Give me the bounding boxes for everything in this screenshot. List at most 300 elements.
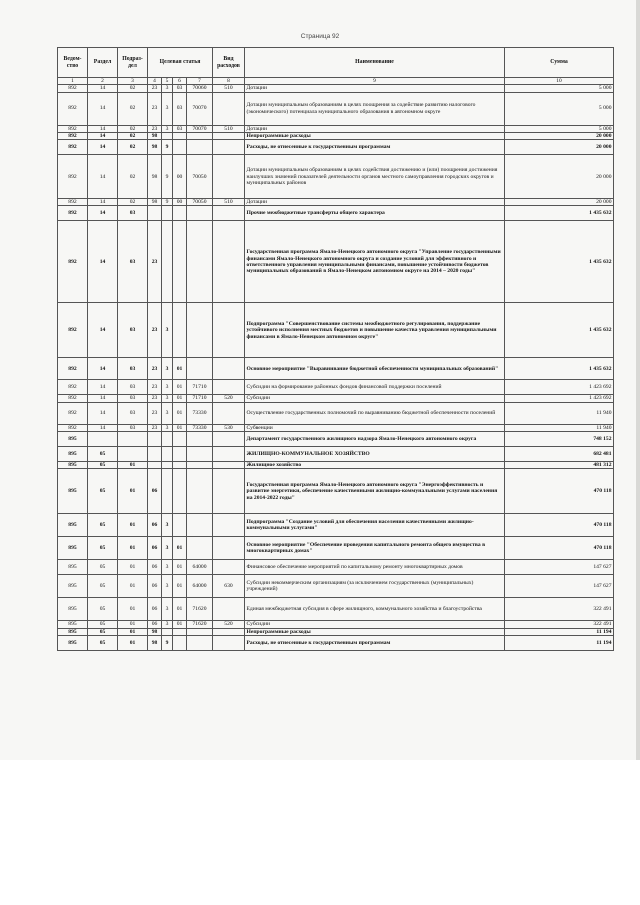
cell-target-direction: 70060 <box>187 85 213 92</box>
cell-expense-type <box>213 598 245 621</box>
page-margin <box>0 760 640 905</box>
cell-target-program: 98 <box>148 199 162 206</box>
cell-sum: 20 000 <box>505 132 614 139</box>
cell-podrazdel: 01 <box>118 621 148 628</box>
cell-target-activity <box>173 432 187 447</box>
cell-razdel: 14 <box>88 92 118 125</box>
cell-podrazdel: 01 <box>118 537 148 560</box>
cell-name: Субсидии на формирование районных фондов финансовой поддержки поселений <box>245 380 505 395</box>
cell-expense-type: 510 <box>213 85 245 92</box>
cell-ved: 892 <box>58 92 88 125</box>
cell-sum: 1 423 692 <box>505 395 614 402</box>
cell-target-program: 06 <box>148 575 162 598</box>
table-row <box>58 380 614 395</box>
cell-expense-type: 510 <box>213 125 245 132</box>
table-row <box>58 92 614 125</box>
table-row <box>58 537 614 560</box>
cell-razdel: 05 <box>88 635 118 650</box>
cell-razdel <box>88 432 118 447</box>
table-row <box>58 140 614 155</box>
cell-ved: 895 <box>58 462 88 469</box>
cell-target-activity: 03 <box>173 92 187 125</box>
cell-razdel: 05 <box>88 560 118 575</box>
col-num: 9 <box>245 78 505 85</box>
cell-razdel: 14 <box>88 221 118 303</box>
cell-expense-type <box>213 155 245 199</box>
cell-target-direction: 73330 <box>187 424 213 431</box>
cell-podrazdel: 01 <box>118 628 148 635</box>
cell-expense-type: 520 <box>213 621 245 628</box>
cell-expense-type <box>213 635 245 650</box>
cell-name: Дотации муниципальным образованиям в целях содействия достижению и (или) поощрения достижения наилучших значений показателей деятельности органов местного самоуправления городских округов и муниципальных районов <box>245 155 505 199</box>
cell-podrazdel: 03 <box>118 303 148 358</box>
cell-target-subprogram: 3 <box>162 402 173 424</box>
cell-target-direction <box>187 358 213 380</box>
table-row <box>58 635 614 650</box>
cell-target-program <box>148 462 162 469</box>
cell-razdel: 14 <box>88 206 118 221</box>
column-number-row <box>58 78 614 85</box>
cell-razdel: 05 <box>88 621 118 628</box>
cell-target-program: 23 <box>148 125 162 132</box>
cell-razdel: 05 <box>88 447 118 462</box>
cell-expense-type <box>213 432 245 447</box>
cell-target-direction <box>187 132 213 139</box>
cell-ved: 895 <box>58 628 88 635</box>
cell-target-program: 06 <box>148 560 162 575</box>
cell-target-activity: 01 <box>173 575 187 598</box>
header-sum: Сумма <box>505 48 614 78</box>
page-number: Страница 92 <box>300 33 340 40</box>
cell-name: Дотации муниципальным образованиям в целях поощрения за содействие развитию налогового (экономического) потенциала муниципального образования в автономном округе <box>245 92 505 125</box>
cell-sum: 20 000 <box>505 199 614 206</box>
cell-target-subprogram: 3 <box>162 575 173 598</box>
cell-ved: 892 <box>58 140 88 155</box>
cell-sum: 470 118 <box>505 537 614 560</box>
cell-name: Государственная программа Ямало-Ненецкого автономного округа "Энергоэффективность и развитие энергетики, обеспечение качественными жилищно-коммунальными услугами населения на 2014-2022 годы" <box>245 469 505 514</box>
cell-target-subprogram <box>162 221 173 303</box>
cell-target-activity <box>173 140 187 155</box>
cell-expense-type <box>213 560 245 575</box>
cell-sum: 11 194 <box>505 635 614 650</box>
cell-target-activity: 03 <box>173 125 187 132</box>
cell-target-direction: 73330 <box>187 402 213 424</box>
cell-sum: 11 940 <box>505 424 614 431</box>
cell-expense-type <box>213 358 245 380</box>
cell-target-activity: 03 <box>173 85 187 92</box>
cell-ved: 895 <box>58 598 88 621</box>
cell-target-activity <box>173 221 187 303</box>
cell-target-program: 23 <box>148 221 162 303</box>
cell-expense-type <box>213 221 245 303</box>
cell-ved: 892 <box>58 155 88 199</box>
cell-target-activity: 01 <box>173 598 187 621</box>
cell-sum: 1 435 632 <box>505 303 614 358</box>
cell-podrazdel: 02 <box>118 140 148 155</box>
cell-sum: 1 423 692 <box>505 380 614 395</box>
cell-sum: 470 118 <box>505 514 614 537</box>
cell-expense-type <box>213 447 245 462</box>
cell-target-activity: 01 <box>173 537 187 560</box>
cell-target-program: 98 <box>148 132 162 139</box>
cell-razdel: 05 <box>88 537 118 560</box>
cell-podrazdel: 03 <box>118 424 148 431</box>
cell-target-program: 23 <box>148 380 162 395</box>
cell-podrazdel: 02 <box>118 199 148 206</box>
cell-ved: 892 <box>58 221 88 303</box>
cell-sum: 147 627 <box>505 560 614 575</box>
header-target: Целевая статья <box>148 48 213 78</box>
cell-target-direction <box>187 635 213 650</box>
cell-target-subprogram: 3 <box>162 514 173 537</box>
cell-ved: 892 <box>58 402 88 424</box>
cell-razdel: 14 <box>88 358 118 380</box>
cell-target-program: 98 <box>148 140 162 155</box>
cell-ved: 892 <box>58 85 88 92</box>
cell-sum: 1 435 632 <box>505 206 614 221</box>
cell-ved: 895 <box>58 575 88 598</box>
cell-target-subprogram: 3 <box>162 85 173 92</box>
cell-expense-type <box>213 469 245 514</box>
cell-ved: 895 <box>58 621 88 628</box>
cell-name: Непрограммные расходы <box>245 132 505 139</box>
cell-ved: 892 <box>58 380 88 395</box>
budget-table <box>57 47 614 651</box>
cell-target-program: 06 <box>148 621 162 628</box>
cell-expense-type <box>213 537 245 560</box>
cell-razdel: 14 <box>88 402 118 424</box>
cell-target-activity <box>173 206 187 221</box>
cell-target-direction <box>187 140 213 155</box>
cell-target-program: 23 <box>148 402 162 424</box>
cell-sum: 682 481 <box>505 447 614 462</box>
cell-ved: 892 <box>58 199 88 206</box>
cell-expense-type <box>213 380 245 395</box>
cell-target-activity: 01 <box>173 402 187 424</box>
cell-podrazdel <box>118 447 148 462</box>
cell-target-program: 23 <box>148 424 162 431</box>
col-num: 1 <box>58 78 88 85</box>
cell-ved: 895 <box>58 514 88 537</box>
cell-expense-type: 510 <box>213 199 245 206</box>
cell-podrazdel: 01 <box>118 560 148 575</box>
cell-razdel: 05 <box>88 514 118 537</box>
cell-podrazdel: 01 <box>118 575 148 598</box>
cell-razdel: 14 <box>88 125 118 132</box>
table-row <box>58 85 614 92</box>
cell-target-subprogram: 9 <box>162 155 173 199</box>
header-podrazdel: Подраз-дел <box>118 48 148 78</box>
cell-razdel: 05 <box>88 469 118 514</box>
cell-target-direction <box>187 514 213 537</box>
cell-target-direction: 71620 <box>187 621 213 628</box>
header-vid: Вид расходов <box>213 48 245 78</box>
cell-podrazdel: 01 <box>118 469 148 514</box>
cell-sum: 147 627 <box>505 575 614 598</box>
cell-name: Субсидии некоммерческим организациям (за исключением государственных (муниципальных) учреждений) <box>245 575 505 598</box>
cell-target-activity <box>173 447 187 462</box>
cell-ved: 892 <box>58 125 88 132</box>
cell-target-subprogram <box>162 132 173 139</box>
cell-ved: 892 <box>58 395 88 402</box>
cell-target-program: 06 <box>148 537 162 560</box>
header-ved: Ведом-ство <box>58 48 88 78</box>
cell-target-activity: 01 <box>173 395 187 402</box>
cell-target-direction: 70070 <box>187 92 213 125</box>
col-num: 4 <box>148 78 162 85</box>
cell-target-subprogram: 3 <box>162 424 173 431</box>
cell-target-subprogram: 3 <box>162 358 173 380</box>
cell-ved: 895 <box>58 560 88 575</box>
col-num: 8 <box>213 78 245 85</box>
col-num: 7 <box>187 78 213 85</box>
cell-target-direction: 71710 <box>187 380 213 395</box>
cell-podrazdel: 02 <box>118 132 148 139</box>
cell-expense-type <box>213 303 245 358</box>
table-row <box>58 514 614 537</box>
cell-sum: 470 118 <box>505 469 614 514</box>
cell-expense-type <box>213 462 245 469</box>
cell-target-program: 23 <box>148 92 162 125</box>
cell-podrazdel: 02 <box>118 92 148 125</box>
cell-expense-type <box>213 628 245 635</box>
cell-target-subprogram: 3 <box>162 303 173 358</box>
table-row <box>58 560 614 575</box>
cell-target-program <box>148 206 162 221</box>
cell-target-subprogram: 3 <box>162 560 173 575</box>
cell-name: Основное мероприятие "Обеспечение проведения капитального ремонта общего имущества в многоквартирных домах" <box>245 537 505 560</box>
table-row <box>58 206 614 221</box>
cell-podrazdel: 03 <box>118 221 148 303</box>
cell-razdel: 14 <box>88 424 118 431</box>
col-num: 6 <box>173 78 187 85</box>
header-name: Наименование <box>245 48 505 78</box>
cell-podrazdel: 01 <box>118 462 148 469</box>
cell-target-direction <box>187 221 213 303</box>
cell-target-program: 98 <box>148 155 162 199</box>
table-row <box>58 221 614 303</box>
cell-podrazdel: 03 <box>118 380 148 395</box>
cell-razdel: 14 <box>88 303 118 358</box>
cell-target-program: 06 <box>148 514 162 537</box>
cell-target-activity <box>173 462 187 469</box>
cell-name: Департамент государственного жилищного надзора Ямало-Ненецкого автономного округа <box>245 432 505 447</box>
cell-target-activity <box>173 635 187 650</box>
cell-sum: 322 491 <box>505 621 614 628</box>
cell-name: Дотации <box>245 85 505 92</box>
cell-target-direction: 70070 <box>187 125 213 132</box>
cell-target-activity: 00 <box>173 199 187 206</box>
cell-target-subprogram: 9 <box>162 140 173 155</box>
cell-razdel: 05 <box>88 575 118 598</box>
cell-ved: 892 <box>58 358 88 380</box>
table-row <box>58 621 614 628</box>
cell-target-subprogram: 3 <box>162 621 173 628</box>
cell-sum: 5 000 <box>505 125 614 132</box>
table-row <box>58 432 614 447</box>
cell-name: Непрограммные расходы <box>245 628 505 635</box>
cell-razdel: 14 <box>88 380 118 395</box>
cell-razdel: 14 <box>88 199 118 206</box>
cell-target-activity: 01 <box>173 358 187 380</box>
cell-razdel: 14 <box>88 85 118 92</box>
table-row <box>58 395 614 402</box>
cell-sum: 481 312 <box>505 462 614 469</box>
cell-name: Дотации <box>245 199 505 206</box>
cell-ved: 895 <box>58 432 88 447</box>
cell-target-activity <box>173 628 187 635</box>
cell-name: Осуществление государственных полномочий по выравниванию бюджетной обеспеченности поселений <box>245 402 505 424</box>
table-row <box>58 469 614 514</box>
cell-target-direction: 70050 <box>187 155 213 199</box>
cell-razdel: 14 <box>88 140 118 155</box>
cell-razdel: 14 <box>88 132 118 139</box>
header-razdel: Раздел <box>88 48 118 78</box>
cell-target-subprogram <box>162 628 173 635</box>
cell-target-activity: 01 <box>173 424 187 431</box>
cell-expense-type <box>213 92 245 125</box>
cell-podrazdel: 01 <box>118 514 148 537</box>
cell-target-direction <box>187 469 213 514</box>
cell-target-subprogram <box>162 206 173 221</box>
cell-sum: 20 000 <box>505 140 614 155</box>
table-row <box>58 402 614 424</box>
cell-expense-type: 520 <box>213 395 245 402</box>
cell-target-activity: 01 <box>173 560 187 575</box>
cell-target-subprogram <box>162 469 173 514</box>
table-row <box>58 358 614 380</box>
cell-razdel: 05 <box>88 628 118 635</box>
cell-podrazdel: 03 <box>118 402 148 424</box>
cell-sum: 11 940 <box>505 402 614 424</box>
cell-target-activity <box>173 469 187 514</box>
cell-target-activity <box>173 132 187 139</box>
page-edge <box>636 0 640 760</box>
cell-target-activity <box>173 514 187 537</box>
col-num: 3 <box>118 78 148 85</box>
cell-target-direction <box>187 303 213 358</box>
cell-target-subprogram: 3 <box>162 125 173 132</box>
cell-razdel: 14 <box>88 155 118 199</box>
cell-target-direction <box>187 462 213 469</box>
col-num: 2 <box>88 78 118 85</box>
cell-podrazdel: 02 <box>118 125 148 132</box>
cell-podrazdel: 03 <box>118 206 148 221</box>
cell-target-direction: 64000 <box>187 560 213 575</box>
cell-ved: 892 <box>58 424 88 431</box>
cell-name: Субвенции <box>245 424 505 431</box>
cell-target-program: 06 <box>148 469 162 514</box>
cell-podrazdel: 02 <box>118 85 148 92</box>
cell-podrazdel: 03 <box>118 395 148 402</box>
cell-expense-type <box>213 140 245 155</box>
cell-expense-type <box>213 206 245 221</box>
cell-ved: 895 <box>58 537 88 560</box>
cell-target-subprogram <box>162 462 173 469</box>
cell-name: Финансовое обеспечение мероприятий по капитальному ремонту многоквартирных домов <box>245 560 505 575</box>
cell-name: Дотации <box>245 125 505 132</box>
cell-sum: 1 435 632 <box>505 221 614 303</box>
cell-target-program <box>148 447 162 462</box>
cell-name: Подпрограмма "Совершенствование системы межбюджетного регулирования, поддержание устойчивого исполнения местных бюджетов и повышение качества управления муниципальными финансами в Ямало-Ненецком автономном округе" <box>245 303 505 358</box>
header-row <box>58 48 614 78</box>
cell-expense-type <box>213 132 245 139</box>
cell-razdel: 05 <box>88 598 118 621</box>
cell-sum: 11 194 <box>505 628 614 635</box>
table-row <box>58 628 614 635</box>
cell-target-direction <box>187 537 213 560</box>
table-row <box>58 125 614 132</box>
table-row <box>58 424 614 431</box>
cell-target-subprogram <box>162 432 173 447</box>
cell-target-direction: 70050 <box>187 199 213 206</box>
cell-razdel: 14 <box>88 395 118 402</box>
table-row <box>58 598 614 621</box>
cell-target-activity: 01 <box>173 621 187 628</box>
cell-podrazdel: 01 <box>118 598 148 621</box>
cell-expense-type: 630 <box>213 575 245 598</box>
cell-target-direction <box>187 206 213 221</box>
cell-podrazdel: 01 <box>118 635 148 650</box>
table-row <box>58 132 614 139</box>
cell-name: ЖИЛИЩНО-КОММУНАЛЬНОЕ ХОЗЯЙСТВО <box>245 447 505 462</box>
table-row <box>58 155 614 199</box>
cell-name: Субсидии <box>245 395 505 402</box>
cell-expense-type <box>213 402 245 424</box>
cell-target-subprogram: 9 <box>162 635 173 650</box>
cell-target-program: 98 <box>148 635 162 650</box>
cell-name: Основное мероприятие "Выравнивание бюджетной обеспеченности муниципальных образований" <box>245 358 505 380</box>
cell-name: Расходы, не отнесенные к государственным программам <box>245 635 505 650</box>
cell-sum: 322 491 <box>505 598 614 621</box>
cell-ved: 892 <box>58 206 88 221</box>
cell-name: Жилищное хозяйство <box>245 462 505 469</box>
col-num: 5 <box>162 78 173 85</box>
cell-name: Подпрограмма "Создание условий для обеспечения населения качественными жилищно-коммунальными услугами" <box>245 514 505 537</box>
cell-name: Расходы, не отнесенные к государственным программам <box>245 140 505 155</box>
cell-target-program <box>148 432 162 447</box>
cell-target-subprogram: 9 <box>162 199 173 206</box>
cell-name: Государственная программа Ямало-Ненецкого автономного округа "Управление государственными финансами Ямало-Ненецкого автономного округа и создание условий для эффективного и ответственного управления муниципальными финансами, повышение устойчивости бюджетов муниципальных образований в Ямало-Ненецком автономном округе на 2014 – 2020 годы" <box>245 221 505 303</box>
cell-target-activity: 01 <box>173 380 187 395</box>
cell-target-program: 06 <box>148 598 162 621</box>
cell-podrazdel <box>118 432 148 447</box>
cell-ved: 895 <box>58 635 88 650</box>
cell-target-activity <box>173 303 187 358</box>
cell-target-subprogram: 3 <box>162 598 173 621</box>
cell-target-direction: 71710 <box>187 395 213 402</box>
cell-target-direction <box>187 447 213 462</box>
cell-ved: 892 <box>58 303 88 358</box>
table-row <box>58 303 614 358</box>
cell-razdel: 05 <box>88 462 118 469</box>
cell-expense-type <box>213 514 245 537</box>
cell-target-program: 98 <box>148 628 162 635</box>
cell-ved: 892 <box>58 132 88 139</box>
cell-target-program: 23 <box>148 358 162 380</box>
cell-sum: 5 000 <box>505 85 614 92</box>
cell-ved: 895 <box>58 469 88 514</box>
cell-target-program: 23 <box>148 395 162 402</box>
cell-target-activity: 00 <box>173 155 187 199</box>
cell-podrazdel: 02 <box>118 155 148 199</box>
cell-target-direction <box>187 432 213 447</box>
cell-target-subprogram <box>162 447 173 462</box>
cell-expense-type: 530 <box>213 424 245 431</box>
cell-target-subprogram: 3 <box>162 380 173 395</box>
table-row <box>58 447 614 462</box>
cell-target-direction: 71620 <box>187 598 213 621</box>
